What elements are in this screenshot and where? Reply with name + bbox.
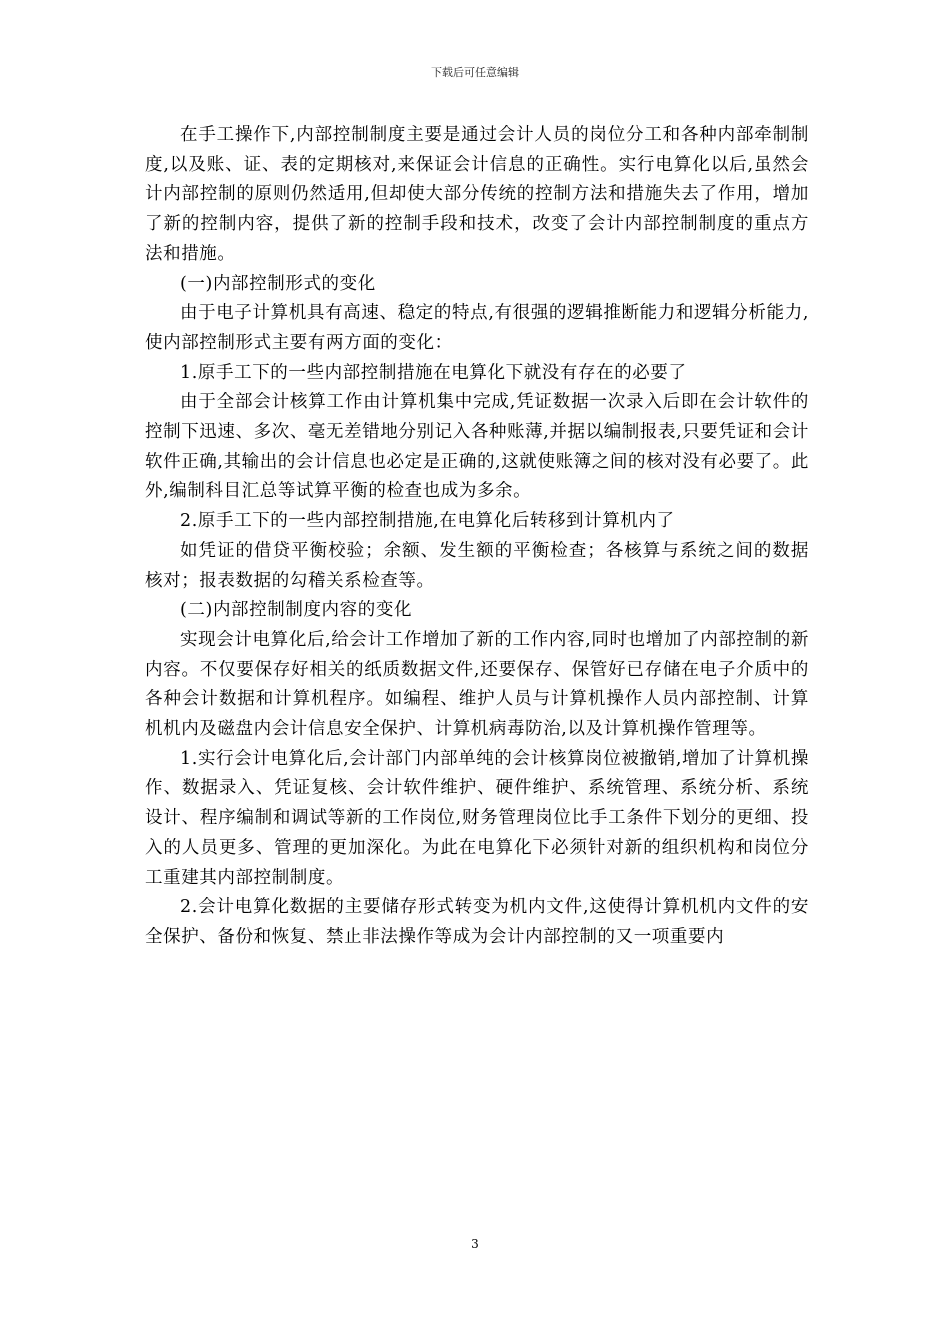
paragraph: 在手工操作下,内部控制制度主要是通过会计人员的岗位分工和各种内部牵制制度,以及账、证、表的定期核对,来保证会计信息的正确性。实行电算化以后,虽然会计内部控制的原则仍然适用,但却使大部分传统的控制方法和措施失去了作用，增加了新的控制内容，提供了新的控制手段和技术，改变了会计内部控制制度的重点方法和措施。 — [145, 125, 809, 264]
paragraph: 由于全部会计核算工作由计算机集中完成,凭证数据一次录入后即在会计软件的控制下迅速、多次、毫无差错地分别记入各种账薄,并据以编制报表,只要凭证和会计软件正确,其输出的会计信息也必定是正确的,这就使账簿之间的核对没有必要了。此外,编制科目汇总等试算平衡的检查也成为多余。 — [145, 392, 809, 502]
section-heading: (二)内部控制制度内容的变化 — [180, 600, 413, 621]
subheading: 1.原手工下的一些内部控制措施在电算化下就没有存在的必要了 — [180, 362, 687, 383]
paragraph: 1.实行会计电算化后,会计部门内部单纯的会计核算岗位被撤销,增加了计算机操作、数据录入、凭证复核、会计软件维护、硬件维护、系统管理、系统分析、系统设计、程序编制和调试等新的工作岗位,财务管理岗位比手工条件下划分的更细、投入的人员更多、管理的更加深化。为此在电算化下必须针对新的组织机构和岗位分工重建其内部控制制度。 — [145, 748, 809, 888]
paragraph: 由于电子计算机具有高速、稳定的特点,有很强的逻辑推断能力和逻辑分析能力,使内部控制形式主要有两方面的变化： — [145, 303, 809, 353]
page-number: 3 — [471, 1237, 479, 1251]
paragraph: 如凭证的借贷平衡校验；余额、发生额的平衡检查；各核算与系统之间的数据核对；报表数据的勾稽关系检查等。 — [145, 540, 809, 591]
paragraph: 实现会计电算化后,给会计工作增加了新的工作内容,同时也增加了内部控制的新内容。不仅要保存好相关的纸质数据文件,还要保存、保管好已存储在电子介质中的各种会计数据和计算机程序。如编程、维护人员与计算机操作人员内部控制、计算机机内及磁盘内会计信息安全保护、计算机病毒防治,以及计算机操作管理等。 — [145, 629, 809, 740]
document-body — [145, 121, 809, 953]
paragraph: 2.会计电算化数据的主要储存形式转变为机内文件,这使得计算机机内文件的安全保护、备份和恢复、禁止非法操作等成为会计内部控制的又一项重要内 — [145, 897, 809, 947]
subheading: 2.原手工下的一些内部控制措施,在电算化后转移到计算机内了 — [180, 511, 675, 532]
section-heading: (一)内部控制形式的变化 — [180, 273, 376, 294]
page-header: 下载后可任意编辑 — [431, 66, 519, 79]
